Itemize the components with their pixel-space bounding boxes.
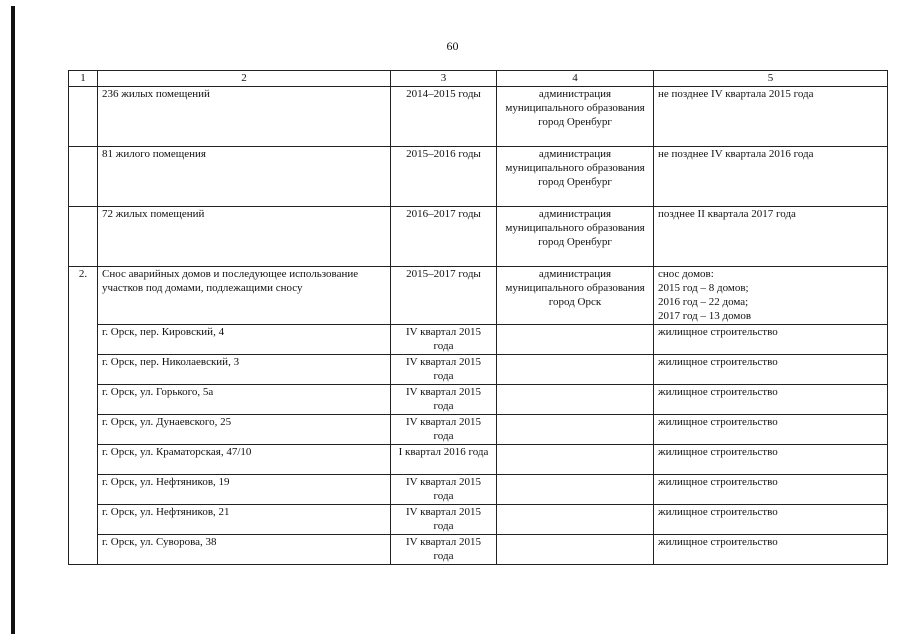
- row-result: [654, 267, 888, 325]
- result-line: 2015 год – 8 домов;: [658, 282, 749, 294]
- address-responsible: [497, 535, 654, 565]
- address-name: г. Орск, ул. Суворова, 38: [98, 535, 391, 565]
- table-row: [69, 147, 888, 207]
- table-row-address: [69, 505, 888, 535]
- row-result: не позднее IV квартала 2016 года: [654, 147, 888, 207]
- row-period: 2014–2015 годы: [391, 87, 497, 147]
- result-line: 2016 год – 22 дома;: [658, 296, 749, 308]
- row-period: 2016–2017 годы: [391, 207, 497, 267]
- column-header: 1: [69, 71, 98, 87]
- column-header: 5: [654, 71, 888, 87]
- row-result: позднее II квартала 2017 года: [654, 207, 888, 267]
- address-period: IV квартал 2015 года: [391, 505, 497, 535]
- address-period: IV квартал 2015 года: [391, 325, 497, 355]
- address-name: г. Орск, ул. Краматорская, 47/10: [98, 445, 391, 475]
- row-name: 81 жилого помещения: [98, 147, 391, 207]
- address-responsible: [497, 325, 654, 355]
- address-name: г. Орск, ул. Дунаевского, 25: [98, 415, 391, 445]
- row-number: [69, 207, 98, 267]
- address-name: г. Орск, пер. Кировский, 4: [98, 325, 391, 355]
- address-responsible: [497, 355, 654, 385]
- address-responsible: [497, 385, 654, 415]
- page-number: 60: [446, 39, 459, 53]
- row-result: не позднее IV квартала 2015 года: [654, 87, 888, 147]
- table-row-address: [69, 535, 888, 565]
- row-period: 2015–2017 годы: [391, 267, 497, 325]
- row-number: [69, 87, 98, 147]
- address-period: I квартал 2016 года: [391, 445, 497, 475]
- row-name: 236 жилых помещений: [98, 87, 391, 147]
- row-name: 72 жилых помещений: [98, 207, 391, 267]
- address-result: жилищное строительство: [654, 385, 888, 415]
- table-row: [69, 87, 888, 147]
- table-row-demolition: [69, 267, 888, 325]
- row-responsible: администрация муниципального образования город Оренбург: [497, 207, 654, 267]
- address-responsible: [497, 415, 654, 445]
- row-period: 2015–2016 годы: [391, 147, 497, 207]
- row-responsible: администрация муниципального образования город Оренбург: [497, 87, 654, 147]
- row-number: [69, 147, 98, 207]
- column-header: 4: [497, 71, 654, 87]
- address-name: г. Орск, ул. Нефтяников, 19: [98, 475, 391, 505]
- column-header: 3: [391, 71, 497, 87]
- result-line: 2017 год – 13 домов: [658, 310, 752, 322]
- program-table: [68, 70, 888, 565]
- table-row-address: [69, 415, 888, 445]
- row-responsible: администрация муниципального образования город Орск: [497, 267, 654, 325]
- address-responsible: [497, 505, 654, 535]
- address-responsible: [497, 475, 654, 505]
- table-row-address: [69, 445, 888, 475]
- address-result: жилищное строительство: [654, 535, 888, 565]
- row-name: Снос аварийных домов и последующее использование участков под домами, подлежащими сносу: [98, 267, 391, 325]
- result-line: снос домов:: [658, 268, 714, 280]
- row-number: 2.: [69, 267, 98, 565]
- table-row-address: [69, 325, 888, 355]
- table-row-address: [69, 355, 888, 385]
- table-row-address: [69, 475, 888, 505]
- address-result: жилищное строительство: [654, 325, 888, 355]
- address-period: IV квартал 2015 года: [391, 355, 497, 385]
- address-period: IV квартал 2015 года: [391, 385, 497, 415]
- column-header: 2: [98, 71, 391, 87]
- table-header-row: [69, 71, 888, 87]
- address-period: IV квартал 2015 года: [391, 475, 497, 505]
- address-name: г. Орск, ул. Нефтяников, 21: [98, 505, 391, 535]
- address-result: жилищное строительство: [654, 445, 888, 475]
- address-period: IV квартал 2015 года: [391, 535, 497, 565]
- address-result: жилищное строительство: [654, 505, 888, 535]
- page-edge-bar: [11, 6, 15, 634]
- address-responsible: [497, 445, 654, 475]
- table-row: [69, 207, 888, 267]
- address-name: г. Орск, пер. Николаевский, 3: [98, 355, 391, 385]
- address-period: IV квартал 2015 года: [391, 415, 497, 445]
- table-row-address: [69, 385, 888, 415]
- row-responsible: администрация муниципального образования город Оренбург: [497, 147, 654, 207]
- address-result: жилищное строительство: [654, 355, 888, 385]
- address-name: г. Орск, ул. Горького, 5а: [98, 385, 391, 415]
- address-result: жилищное строительство: [654, 415, 888, 445]
- address-result: жилищное строительство: [654, 475, 888, 505]
